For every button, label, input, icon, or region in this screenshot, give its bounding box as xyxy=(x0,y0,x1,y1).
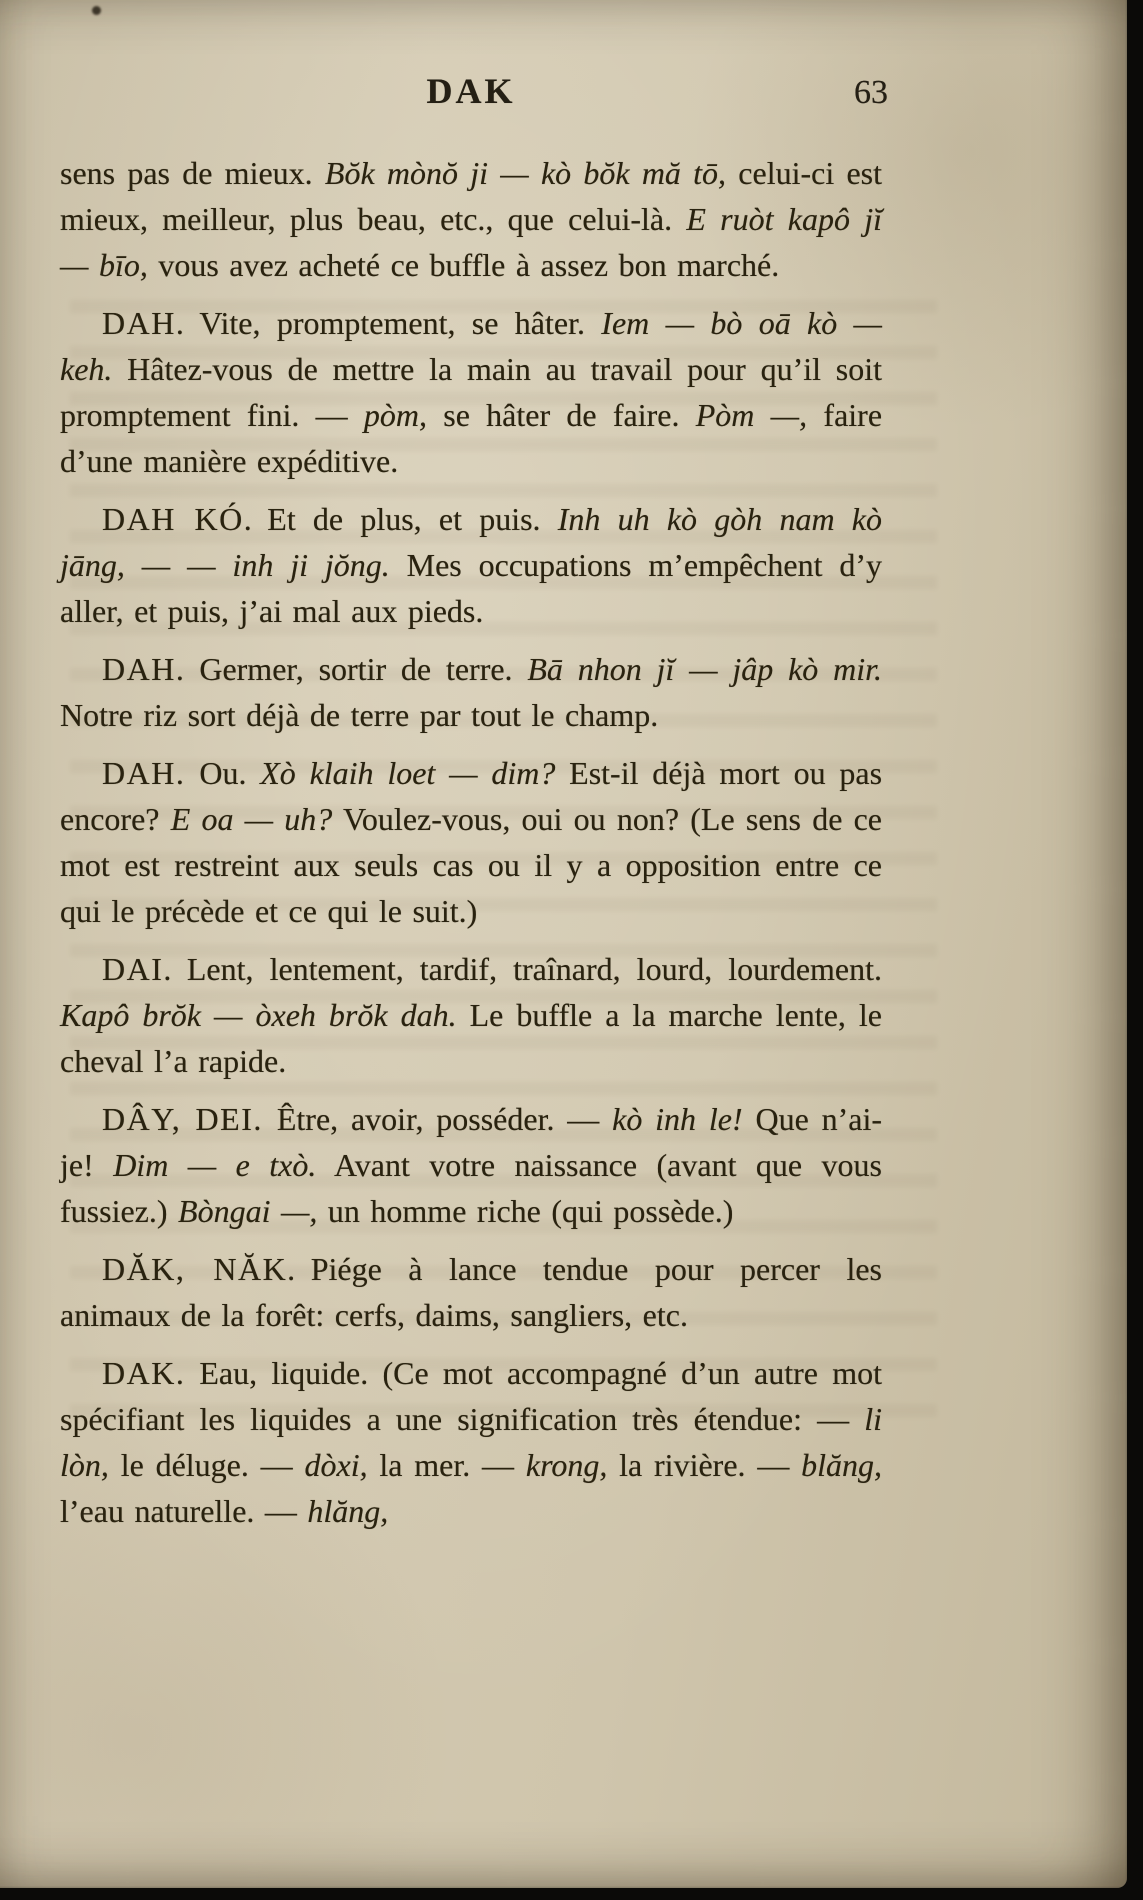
paragraph xyxy=(60,646,882,738)
definition-text: le déluge. — xyxy=(108,1447,305,1483)
native-phrase: Iem — bò oā kò — keh. xyxy=(60,305,882,387)
paragraph xyxy=(60,300,882,484)
definition-text: Hâtez-vous de mettre la main au travail pour qu’il soit promptement fini. — xyxy=(60,351,882,433)
definition-text: faire d’une manière expéditive. xyxy=(60,397,883,479)
paragraph xyxy=(60,1246,882,1338)
headword: DAH. xyxy=(102,755,186,791)
definition-text: Eau, liquide. (Ce mot accompagné d’un autre mot spécifiant les liquides a une signification très étendue: — xyxy=(60,1355,882,1437)
definition-text: Le buffle a la marche lente, le cheval l’a rapide. xyxy=(60,997,883,1079)
page-number: 63 xyxy=(854,74,888,111)
definition-text: Avant votre naissance (avant que vous fussiez.) xyxy=(60,1147,883,1229)
headword: DAH. xyxy=(102,305,186,341)
definition-text: la rivière. — xyxy=(607,1447,802,1483)
scanner-edge-right xyxy=(1125,0,1143,1900)
native-phrase: Bòngai —, xyxy=(178,1193,318,1229)
paragraph xyxy=(60,496,882,634)
running-title: DAK xyxy=(426,71,516,111)
headword: DAI. xyxy=(102,951,173,987)
native-phrase: kò inh le! xyxy=(612,1101,743,1137)
definition-text: Notre riz sort déjà de terre par tout le champ. xyxy=(60,697,659,733)
native-phrase: Bŏk mònŏ ji — kò bŏk mă tō, xyxy=(324,155,727,191)
headword: DAK. xyxy=(102,1355,186,1391)
definition-text: Être, avoir, posséder. — xyxy=(276,1101,613,1137)
definition-text: Voulez-vous, oui ou non? (Le sens de ce mot est restreint aux seuls cas ou il y a opposition entre ce qui le précède et ce qui le suit.) xyxy=(60,801,883,929)
paragraph xyxy=(60,1096,882,1234)
scanner-edge-bottom xyxy=(0,1886,1143,1900)
native-phrase: pòm, xyxy=(363,397,427,433)
native-phrase: hlăng, xyxy=(307,1493,389,1529)
native-phrase: Kapô brŏk — òxeh brŏk dah. xyxy=(60,997,457,1033)
definition-text: Germer, sortir de terre. xyxy=(199,651,528,687)
native-phrase: E oa — uh? xyxy=(170,801,333,837)
native-phrase: Inh uh kò gòh nam kò jāng, — — inh ji jŏng. xyxy=(60,501,883,583)
definition-text: Que n’ai-je! xyxy=(60,1101,882,1183)
paragraph xyxy=(60,1350,882,1534)
native-phrase: li lòn, xyxy=(60,1401,882,1483)
definition-text: Piége à lance tendue pour percer les animaux de la forêt: cerfs, daims, sangliers, etc. xyxy=(60,1251,883,1333)
definition-text: sens pas de mieux. xyxy=(60,155,325,191)
definition-text: la mer. — xyxy=(367,1447,526,1483)
page-header xyxy=(60,70,888,124)
native-phrase: Pòm —, xyxy=(695,397,808,433)
native-phrase: krong, xyxy=(525,1447,608,1483)
headword: DAH KÓ. xyxy=(102,501,254,537)
paragraph xyxy=(60,946,882,1084)
definition-text: vous avez acheté ce buffle à assez bon marché. xyxy=(147,247,780,283)
native-phrase: blăng, xyxy=(801,1447,883,1483)
headword: DÂY, DEI. xyxy=(102,1101,263,1137)
definition-text: Vite, promptement, se hâter. xyxy=(199,305,602,341)
native-phrase: E ruòt kapô jĭ — bīo, xyxy=(60,201,883,283)
definition-text: celui-ci est mieux, meilleur, plus beau, etc., que celui-là. xyxy=(60,155,883,237)
scan-speck xyxy=(92,6,101,15)
paragraph xyxy=(60,150,882,288)
definition-text: Et de plus, et puis. xyxy=(267,501,558,537)
paragraph xyxy=(60,750,882,934)
native-phrase: Bā nhon jĭ — jâp kò mir. xyxy=(527,651,883,687)
definition-text: Mes occupations m’empêchent d’y aller, et puis, j’ai mal aux pieds. xyxy=(60,547,883,629)
headword: DAH. xyxy=(102,651,186,687)
definition-text: se hâter de faire. xyxy=(426,397,696,433)
native-phrase: dòxi, xyxy=(304,1447,368,1483)
definition-text: Ou. xyxy=(199,755,261,791)
native-phrase: Xò klaih loet — dim? xyxy=(260,755,556,791)
definition-text: un homme riche (qui possède.) xyxy=(317,1193,734,1229)
headword: DĂK, NĂK. xyxy=(102,1251,297,1287)
definition-text: l’eau naturelle. — xyxy=(60,1493,308,1529)
native-phrase: Dim — e txò. xyxy=(113,1147,317,1183)
definition-text: Lent, lentement, tardif, traînard, lourd, lourdement. xyxy=(186,951,882,987)
definition-text: Est-il déjà mort ou pas encore? xyxy=(60,755,883,837)
text-column xyxy=(60,70,888,1546)
text-block xyxy=(60,150,882,1534)
